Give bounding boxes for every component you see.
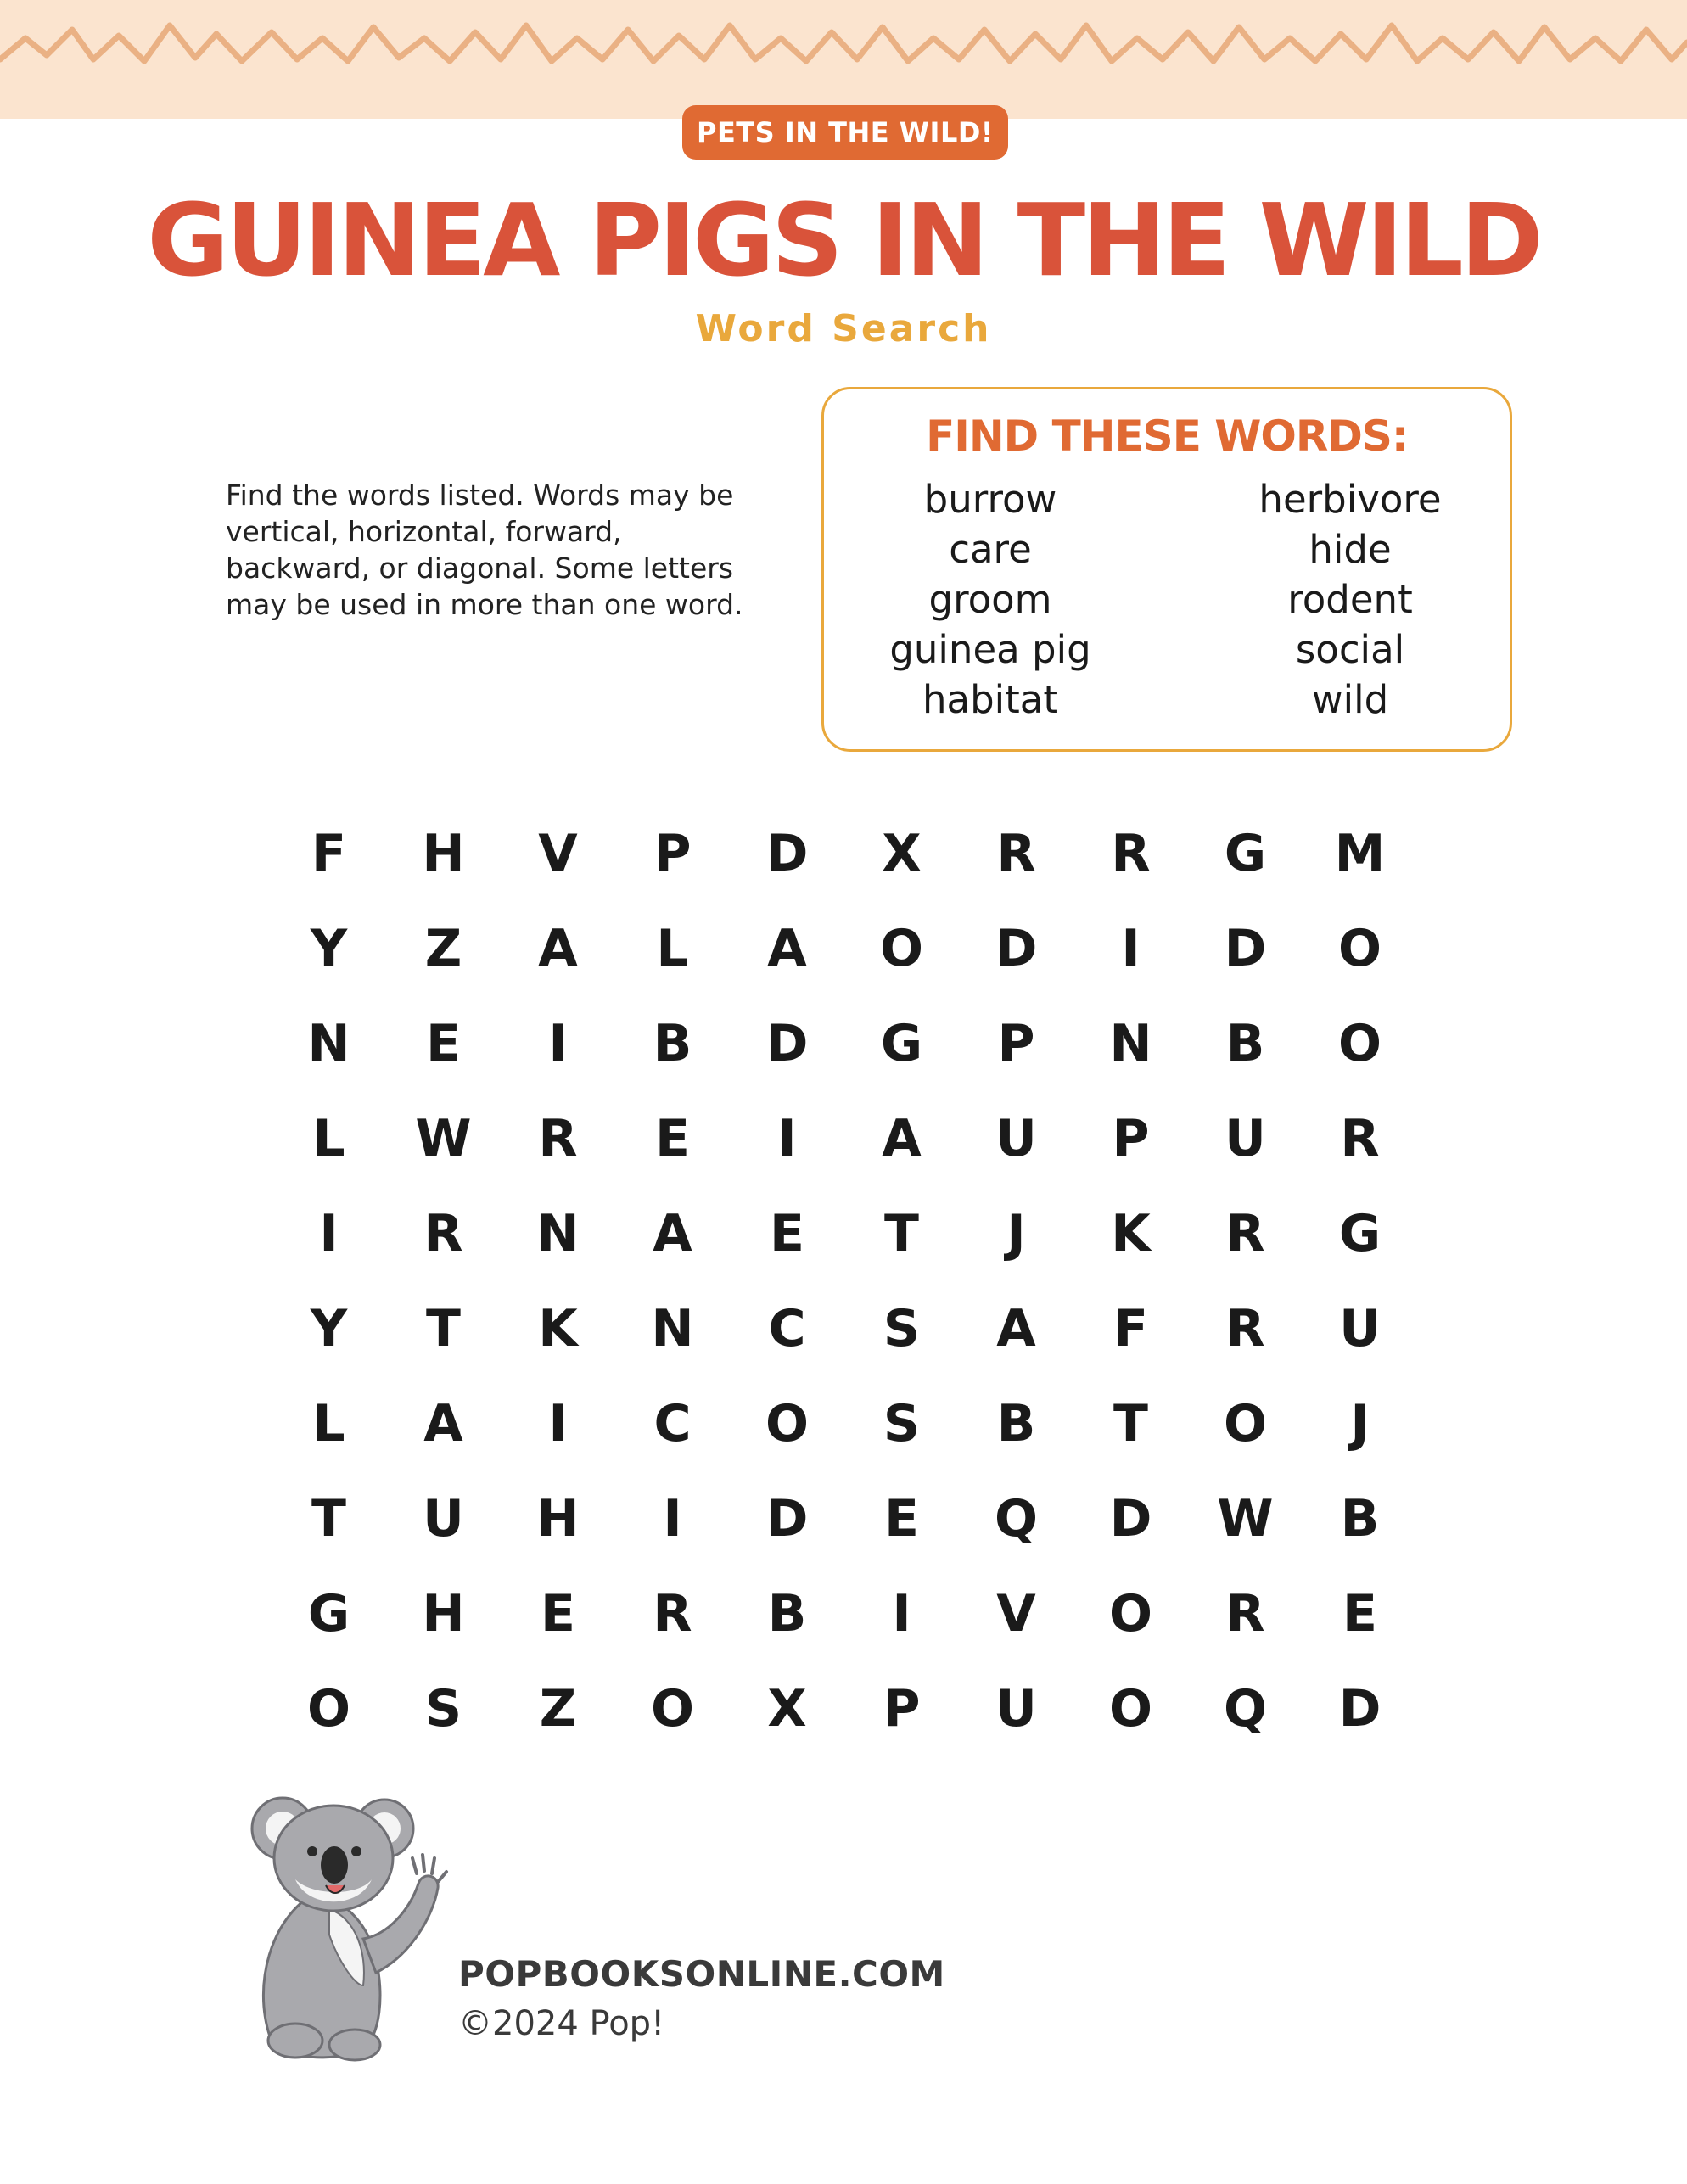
word-search-grid [272, 806, 1417, 1756]
word-list-box [821, 387, 1512, 752]
grid-letter: V [996, 1584, 1036, 1644]
grid-letter: P [1112, 1109, 1150, 1168]
grid-letter: R [1111, 824, 1151, 883]
word-item: social [1295, 627, 1405, 672]
grid-letter: L [656, 919, 689, 978]
word-item: burrow [923, 477, 1057, 522]
grid-letter: T [1113, 1394, 1148, 1453]
grid-letter: R [653, 1584, 692, 1644]
series-badge: PETS IN THE WILD! [682, 105, 1008, 160]
grid-letter: R [538, 1109, 578, 1168]
grid-letter: U [995, 1109, 1037, 1168]
grid-letter: K [1111, 1204, 1151, 1263]
grid-letter: W [415, 1109, 472, 1168]
grid-letter: A [653, 1204, 692, 1263]
grid-letter: M [1334, 824, 1386, 883]
grid-letter: B [1225, 1014, 1265, 1073]
grid-letter: E [1342, 1584, 1377, 1644]
grid-letter: N [536, 1204, 580, 1263]
grid-letter: D [1338, 1679, 1382, 1739]
grid-letter: X [767, 1679, 807, 1739]
word-item: care [949, 527, 1032, 572]
grid-letter: C [653, 1394, 692, 1453]
grid-letter: I [548, 1394, 568, 1453]
grid-letter: E [884, 1489, 919, 1548]
grid-letter: F [311, 824, 346, 883]
grid-letter: U [1225, 1109, 1266, 1168]
grid-letter: R [1340, 1109, 1380, 1168]
word-item: wild [1311, 677, 1389, 722]
koala-illustration [236, 1790, 465, 2065]
grid-letter: V [538, 824, 578, 883]
grid-letter: F [1113, 1299, 1148, 1358]
grid-letter: K [538, 1299, 578, 1358]
grid-letter: O [1337, 919, 1382, 978]
grid-letter: E [770, 1204, 804, 1263]
grid-letter: N [1109, 1014, 1152, 1073]
grid-letter: A [996, 1299, 1036, 1358]
grid-letter: O [1108, 1584, 1152, 1644]
grid-letter: Q [994, 1489, 1038, 1548]
grid-letter: H [422, 1584, 465, 1644]
grid-letter: S [883, 1394, 921, 1453]
grid-letter: D [1109, 1489, 1152, 1548]
grid-letter: U [995, 1679, 1037, 1739]
grid-letter: H [536, 1489, 580, 1548]
grid-letter: J [1006, 1204, 1026, 1263]
grid-letter: R [423, 1204, 463, 1263]
grid-letter: D [1224, 919, 1267, 978]
grid-letter: Z [424, 919, 462, 978]
grid-letter: O [650, 1679, 694, 1739]
grid-letter: R [1225, 1299, 1265, 1358]
grid-letter: U [1339, 1299, 1381, 1358]
grid-letter: A [538, 919, 578, 978]
grid-letter: I [777, 1109, 797, 1168]
word-item: habitat [922, 677, 1059, 722]
grid-letter: W [1217, 1489, 1274, 1548]
grid-letter: B [767, 1584, 807, 1644]
word-list-title: FIND THESE WORDS: [926, 412, 1408, 461]
grid-letter: I [1121, 919, 1141, 978]
grid-letter: B [1340, 1489, 1380, 1548]
grid-letter: T [311, 1489, 346, 1548]
grid-letter: I [892, 1584, 911, 1644]
decorative-top-band [0, 0, 1687, 119]
grid-letter: G [1224, 824, 1267, 883]
word-list-left [846, 474, 1135, 725]
grid-letter: T [426, 1299, 461, 1358]
grid-letter: P [997, 1014, 1035, 1073]
page-title: GUINEA PIGS IN THE WILD [147, 182, 1540, 299]
grid-letter: O [879, 919, 923, 978]
page-subtitle: Word Search [695, 307, 992, 350]
grid-letter: C [768, 1299, 806, 1358]
grid-letter: H [422, 824, 465, 883]
grid-letter: E [541, 1584, 575, 1644]
grid-letter: S [883, 1299, 921, 1358]
word-list-right [1206, 474, 1494, 725]
grid-letter: I [663, 1489, 682, 1548]
instructions-text: Find the words listed. Words may be vertical, horizontal, forward, backward, or diagonal. Some letters may be used in more than one word. [226, 479, 743, 621]
grid-letter: Y [310, 919, 348, 978]
grid-letter: D [995, 919, 1038, 978]
grid-letter: Q [1223, 1679, 1267, 1739]
grid-letter: D [765, 1014, 809, 1073]
footer-copyright: ©2024 Pop! [458, 2004, 665, 2043]
grid-letter: G [307, 1584, 350, 1644]
grid-letter: S [424, 1679, 462, 1739]
grid-letter: O [1223, 1394, 1267, 1453]
grid-letter: X [882, 824, 922, 883]
grid-letter: O [1337, 1014, 1382, 1073]
grid-letter: D [765, 1489, 809, 1548]
footer-website: POPBOOKSONLINE.COM [458, 1953, 945, 1995]
grid-letter: U [423, 1489, 464, 1548]
zigzag-border [0, 0, 1687, 119]
grid-letter: R [1225, 1204, 1265, 1263]
grid-letter: R [1225, 1584, 1265, 1644]
word-item: groom [928, 577, 1052, 622]
word-item: rodent [1287, 577, 1413, 622]
grid-letter: E [426, 1014, 461, 1073]
word-item: herbivore [1258, 477, 1442, 522]
word-item: guinea pig [889, 627, 1091, 672]
grid-letter: R [996, 824, 1036, 883]
grid-letter: O [306, 1679, 350, 1739]
grid-letter: I [548, 1014, 568, 1073]
grid-letter: J [1350, 1394, 1370, 1453]
grid-letter: A [882, 1109, 922, 1168]
grid-letter: L [312, 1394, 345, 1453]
word-item: hide [1309, 527, 1392, 572]
koala-icon [236, 1790, 465, 2062]
grid-letter: A [767, 919, 807, 978]
grid-letter: E [655, 1109, 690, 1168]
grid-letter: A [423, 1394, 463, 1453]
grid-letter: I [319, 1204, 339, 1263]
grid-letter: Y [310, 1299, 348, 1358]
grid-letter: B [996, 1394, 1036, 1453]
grid-letter: P [883, 1679, 921, 1739]
grid-letter: D [765, 824, 809, 883]
grid-letter: Z [539, 1679, 577, 1739]
grid-letter: O [765, 1394, 809, 1453]
grid-letter: O [1108, 1679, 1152, 1739]
grid-letter: G [880, 1014, 923, 1073]
grid-letter: N [651, 1299, 694, 1358]
grid-letter: G [1338, 1204, 1382, 1263]
grid-letter: N [307, 1014, 350, 1073]
grid-letter: L [312, 1109, 345, 1168]
grid-letter: T [884, 1204, 919, 1263]
grid-letter: P [653, 824, 692, 883]
grid-letter: B [653, 1014, 692, 1073]
